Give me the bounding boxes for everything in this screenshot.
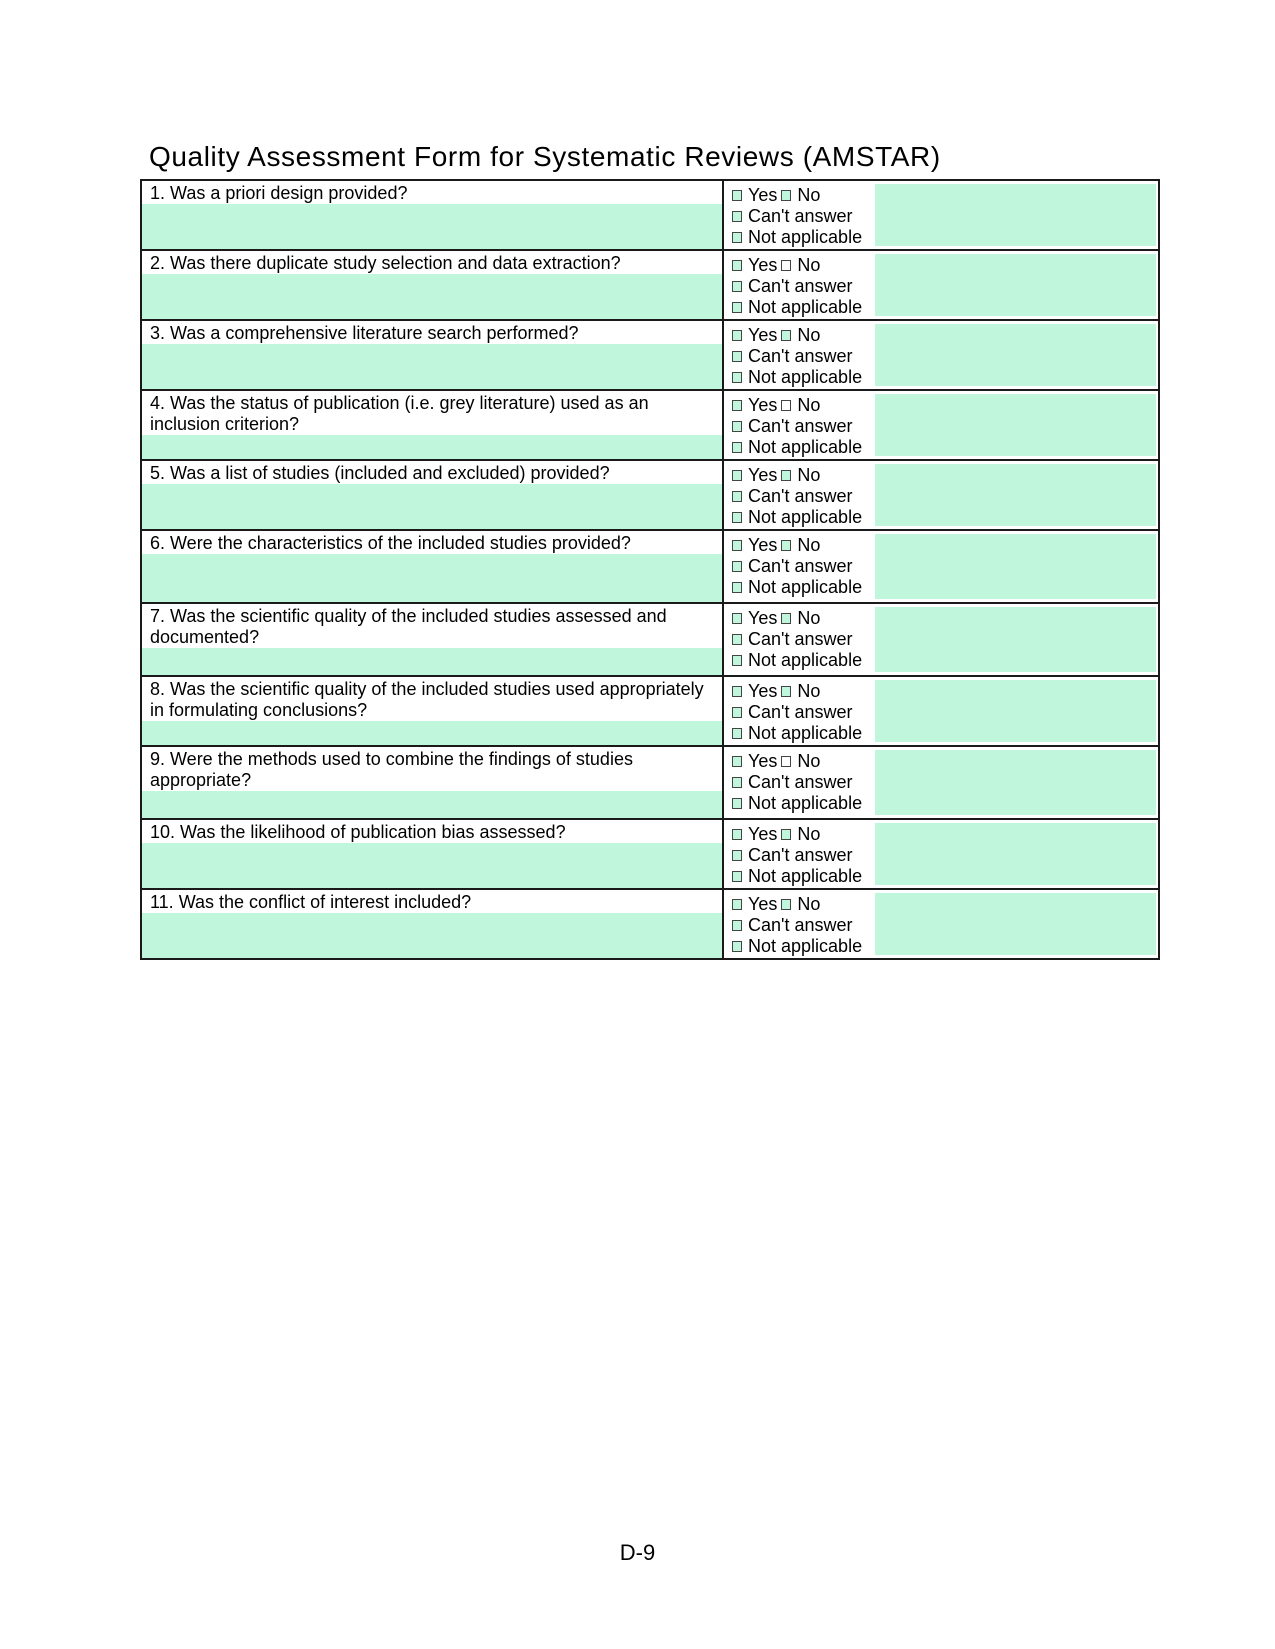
not-applicable-checkbox[interactable] <box>732 871 742 882</box>
yes-label: Yes <box>748 681 778 701</box>
no-label: No <box>797 465 821 485</box>
answer-cell <box>723 676 1159 746</box>
yes-checkbox[interactable] <box>732 540 742 551</box>
no-checkbox[interactable] <box>781 540 791 551</box>
not-applicable-label: Not applicable <box>748 297 863 317</box>
question-text: 2. Was there duplicate study selection and data extraction? <box>142 251 722 274</box>
question-row <box>141 603 1159 676</box>
not-applicable-checkbox[interactable] <box>732 442 742 453</box>
question-cell[interactable] <box>141 320 723 390</box>
not-applicable-checkbox[interactable] <box>732 655 742 666</box>
yes-label: Yes <box>748 465 778 485</box>
yes-checkbox[interactable] <box>732 756 742 767</box>
question-text: 7. Was the scientific quality of the included studies assessed and documented? <box>142 604 722 648</box>
answer-options <box>724 461 875 529</box>
question-cell[interactable] <box>141 746 723 819</box>
question-cell[interactable] <box>141 180 723 250</box>
not-applicable-checkbox[interactable] <box>732 582 742 593</box>
comment-field[interactable] <box>875 534 1156 599</box>
cant-answer-label: Can't answer <box>748 845 853 865</box>
no-label: No <box>797 894 821 914</box>
answer-options <box>724 677 875 745</box>
not-applicable-checkbox[interactable] <box>732 512 742 523</box>
comment-field[interactable] <box>875 324 1156 386</box>
not-applicable-label: Not applicable <box>748 507 863 527</box>
yes-label: Yes <box>748 255 778 275</box>
yes-checkbox[interactable] <box>732 470 742 481</box>
question-row <box>141 746 1159 819</box>
cant-answer-checkbox[interactable] <box>732 707 742 718</box>
answer-options <box>724 820 875 888</box>
question-row <box>141 676 1159 746</box>
not-applicable-label: Not applicable <box>748 577 863 597</box>
cant-answer-checkbox[interactable] <box>732 211 742 222</box>
answer-options <box>724 181 875 249</box>
yes-checkbox[interactable] <box>732 686 742 697</box>
question-row <box>141 250 1159 320</box>
no-label: No <box>797 535 821 555</box>
yes-checkbox[interactable] <box>732 190 742 201</box>
no-checkbox[interactable] <box>781 190 791 201</box>
question-text: 11. Was the conflict of interest included? <box>142 890 722 913</box>
comment-field[interactable] <box>875 254 1156 316</box>
no-label: No <box>797 751 821 771</box>
cant-answer-label: Can't answer <box>748 702 853 722</box>
answer-cell <box>723 320 1159 390</box>
question-text: 8. Was the scientific quality of the included studies used appropriately in formulating conclusions? <box>142 677 722 721</box>
no-label: No <box>797 395 821 415</box>
yes-label: Yes <box>748 535 778 555</box>
no-checkbox[interactable] <box>781 330 791 341</box>
no-checkbox[interactable] <box>781 400 791 411</box>
question-text: 6. Were the characteristics of the included studies provided? <box>142 531 722 554</box>
no-label: No <box>797 325 821 345</box>
answer-options <box>724 747 875 818</box>
cant-answer-label: Can't answer <box>748 206 853 226</box>
not-applicable-label: Not applicable <box>748 866 863 886</box>
not-applicable-checkbox[interactable] <box>732 941 742 952</box>
not-applicable-label: Not applicable <box>748 367 863 387</box>
question-row <box>141 530 1159 603</box>
question-cell[interactable] <box>141 460 723 530</box>
question-text: 9. Were the methods used to combine the findings of studies appropriate? <box>142 747 722 791</box>
no-checkbox[interactable] <box>781 686 791 697</box>
comment-field[interactable] <box>875 893 1156 955</box>
cant-answer-checkbox[interactable] <box>732 561 742 572</box>
answer-cell <box>723 746 1159 819</box>
question-text: 1. Was a priori design provided? <box>142 181 722 204</box>
question-text: 4. Was the status of publication (i.e. grey literature) used as an inclusion criterion? <box>142 391 722 435</box>
answer-options <box>724 531 875 602</box>
question-row <box>141 889 1159 959</box>
yes-label: Yes <box>748 395 778 415</box>
question-cell[interactable] <box>141 676 723 746</box>
no-checkbox[interactable] <box>781 899 791 910</box>
no-checkbox[interactable] <box>781 756 791 767</box>
cant-answer-label: Can't answer <box>748 486 853 506</box>
cant-answer-checkbox[interactable] <box>732 491 742 502</box>
question-row <box>141 390 1159 460</box>
yes-label: Yes <box>748 824 778 844</box>
question-cell[interactable] <box>141 603 723 676</box>
no-label: No <box>797 255 821 275</box>
cant-answer-label: Can't answer <box>748 276 853 296</box>
answer-cell <box>723 250 1159 320</box>
no-label: No <box>797 185 821 205</box>
yes-checkbox[interactable] <box>732 613 742 624</box>
yes-checkbox[interactable] <box>732 400 742 411</box>
no-label: No <box>797 608 821 628</box>
answer-cell <box>723 180 1159 250</box>
yes-label: Yes <box>748 185 778 205</box>
yes-checkbox[interactable] <box>732 330 742 341</box>
cant-answer-checkbox[interactable] <box>732 920 742 931</box>
not-applicable-label: Not applicable <box>748 936 863 956</box>
cant-answer-checkbox[interactable] <box>732 777 742 788</box>
no-label: No <box>797 824 821 844</box>
no-checkbox[interactable] <box>781 829 791 840</box>
answer-options <box>724 391 875 459</box>
cant-answer-label: Can't answer <box>748 556 853 576</box>
answer-options <box>724 890 875 958</box>
answer-cell <box>723 603 1159 676</box>
yes-label: Yes <box>748 894 778 914</box>
cant-answer-label: Can't answer <box>748 772 853 792</box>
no-checkbox[interactable] <box>781 260 791 271</box>
question-cell[interactable] <box>141 250 723 320</box>
yes-label: Yes <box>748 325 778 345</box>
cant-answer-checkbox[interactable] <box>732 850 742 861</box>
comment-field[interactable] <box>875 394 1156 456</box>
form-title: Quality Assessment Form for Systematic Reviews (AMSTAR) <box>149 141 941 172</box>
yes-label: Yes <box>748 751 778 771</box>
question-cell[interactable] <box>141 889 723 959</box>
not-applicable-label: Not applicable <box>748 227 863 247</box>
no-checkbox[interactable] <box>781 470 791 481</box>
answer-cell <box>723 889 1159 959</box>
comment-field[interactable] <box>875 184 1156 246</box>
answer-cell <box>723 460 1159 530</box>
comment-field[interactable] <box>875 750 1156 815</box>
no-checkbox[interactable] <box>781 613 791 624</box>
yes-checkbox[interactable] <box>732 260 742 271</box>
question-text: 10. Was the likelihood of publication bias assessed? <box>142 820 722 843</box>
answer-options <box>724 604 875 675</box>
cant-answer-checkbox[interactable] <box>732 281 742 292</box>
comment-field[interactable] <box>875 823 1156 885</box>
not-applicable-checkbox[interactable] <box>732 728 742 739</box>
question-cell[interactable] <box>141 819 723 889</box>
not-applicable-checkbox[interactable] <box>732 798 742 809</box>
no-label: No <box>797 681 821 701</box>
answer-options <box>724 321 875 389</box>
question-row <box>141 819 1159 889</box>
cant-answer-label: Can't answer <box>748 915 853 935</box>
amstar-form-table <box>140 179 1160 960</box>
comment-field[interactable] <box>875 464 1156 526</box>
yes-checkbox[interactable] <box>732 829 742 840</box>
answer-cell <box>723 819 1159 889</box>
answer-cell <box>723 530 1159 603</box>
not-applicable-checkbox[interactable] <box>732 232 742 243</box>
yes-label: Yes <box>748 608 778 628</box>
question-cell[interactable] <box>141 530 723 603</box>
question-text: 3. Was a comprehensive literature search performed? <box>142 321 722 344</box>
yes-checkbox[interactable] <box>732 899 742 910</box>
not-applicable-checkbox[interactable] <box>732 372 742 383</box>
cant-answer-label: Can't answer <box>748 416 853 436</box>
not-applicable-label: Not applicable <box>748 723 863 743</box>
cant-answer-checkbox[interactable] <box>732 421 742 432</box>
page-number: D-9 <box>619 1540 656 1565</box>
not-applicable-checkbox[interactable] <box>732 302 742 313</box>
question-row <box>141 320 1159 390</box>
comment-field[interactable] <box>875 680 1156 742</box>
question-row <box>141 180 1159 250</box>
question-row <box>141 460 1159 530</box>
cant-answer-label: Can't answer <box>748 629 853 649</box>
comment-field[interactable] <box>875 607 1156 672</box>
cant-answer-checkbox[interactable] <box>732 634 742 645</box>
answer-options <box>724 251 875 319</box>
not-applicable-label: Not applicable <box>748 650 863 670</box>
answer-cell <box>723 390 1159 460</box>
not-applicable-label: Not applicable <box>748 437 863 457</box>
cant-answer-label: Can't answer <box>748 346 853 366</box>
question-cell[interactable] <box>141 390 723 460</box>
not-applicable-label: Not applicable <box>748 793 863 813</box>
question-text: 5. Was a list of studies (included and excluded) provided? <box>142 461 722 484</box>
cant-answer-checkbox[interactable] <box>732 351 742 362</box>
